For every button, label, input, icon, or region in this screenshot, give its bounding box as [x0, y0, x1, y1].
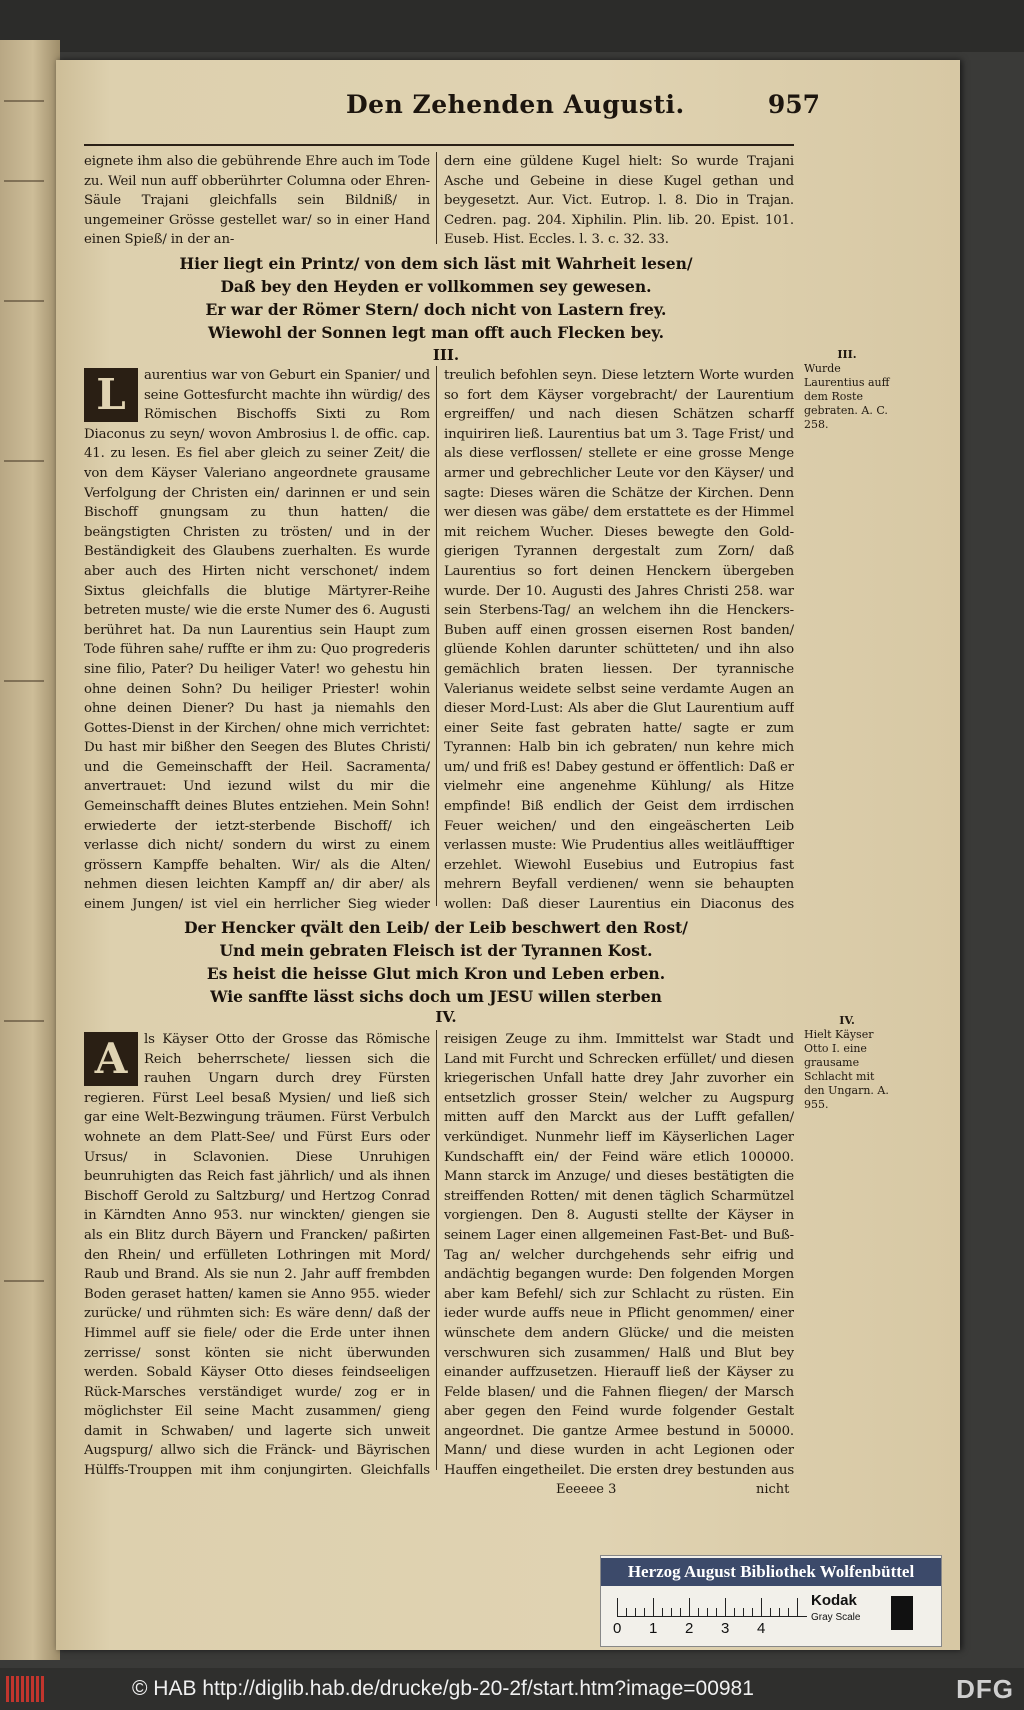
adjacent-page-edge	[0, 40, 60, 1660]
marginal-number: IV.	[839, 1014, 855, 1027]
gray-scale-label: Gray Scale	[811, 1612, 861, 1623]
verse-epitaph-trajan	[116, 252, 756, 344]
adjacent-text-fragment	[4, 1020, 44, 1022]
paragraph-text: treulich befohlen seyn. Diese letztern Worte wurden so fort dem Käyser vorgebracht/ der Laurentium ergreiffen/ und nach diesen Schätzen scharff inquiriren ließ. Laurentius bat um 3. Tage Frist/ und als diese verflossen/ stellete er eine grosse Menge armer und gebrechlicher Leute vor den Käyser/ und sagte: Dieses wären die Schätze der Kirchen. Denn wer diesen was gäbe/ dem erstattete es der Himmel mit reichem Wucher. Dieses bewegte den Gold-gierigen Tyrannen dergestalt zum Zorn/ daß Laurentius so fort deinen Henckern übergeben wurde. Der 10. Augusti des Jahres Christi 258. war sein Sterbens-Tag/ an welchem ihn die Henckers-Buben auff einen grossen eisernen Rost banden/ glüende Kohlen darunter schütteten/ und ihn also gemächlich braten liessen. Der tyrannische Valerianus weidete selbst seine verdamte Augen an dieser Mord-Lust: Als aber die Glut Laurentium auff einer Seite fast gebraten hatte/ sagte er zum Tyrannen: Halb bin ich gebraten/ nun kehre mich um/ und friß es! Dabey gestund er öffentlich: Daß er vielmehr eine angenehme Kühlung/ als Hitze empfinde! Biß endlich der Geist dem irrdischen Feuer weichen/ und den eingeäscherten Leib verlassen muste: Wie Prudentius alles weitläufftiger erzehlet. Wiewohl Eusebius und Eutropius fast mehrern Beyfall verdienen/ wenn sie behaupten wollen: Daß dieser Laurentius ein Diaconus des	[444, 368, 794, 912]
paragraph-text: ls Käyser Otto der Grosse das Römische Reich beherrschete/ liessen sich die rauhen Ungarn durch drey Fürsten regieren. Fürst Leel besaß Mysien/ und ließ sich gar eine Welt-Bezwingung träumen. Fürst Verbulch wohnete an dem Platt-See/ und Fürst Eurs oder Ursus/ in Sclavonien. Diese Unruhigen beunruhigten das Reich fast jährlich/ und als ihnen Bischoff Gerold zu Saltzburg/ und Hertzog Conrad in Kärndten Anno 953. nur winckten/ giengen sie als ein Blitz durch Bäyern und Francken/ paßirten den Rhein/ und erfülleten Lothringen mit Mord/ Raub und Brand. Als sie nun 2. Jahr auff frembden Boden geraset hatten/ kamen sie Anno 955. wieder zurücke/ und rühmten sich: Es wäre denn/ daß der Himmel auff sie fiele/ oder die Erde unter ihnen zerrisse/ sonst könten sie nicht überwunden werden. Sobald Käyser Otto dieses feindseeligen Rück-Marsches verständiget wurde/ zog er in möglichster Eil seine Macht zusammen/ gieng damit in Schwaben/ und lagerte sich unweit Augspurg/ allwo sich die Fränck- und Bäyrischen Hülffs-Trouppen mit ihm conjungirten. Gleichfalls	[84, 1032, 430, 1479]
verse-line: Wie sanffte lässt sichs doch um JESU willen sterben	[210, 987, 662, 1006]
verse-laurentius	[116, 916, 756, 1008]
viewer-bottom-bar	[0, 1668, 1024, 1710]
marginal-text: Wurde Laurentius auff dem Roste gebraten. A. C. 258.	[804, 362, 890, 431]
dropcap-initial: L	[84, 368, 138, 422]
section3-left-column	[84, 366, 430, 912]
ruler-tick	[617, 1598, 618, 1616]
verse-line: Der Hencker qvält den Leib/ der Leib beschwert den Rost/	[184, 918, 688, 937]
section4-right-column	[444, 1030, 794, 1482]
ruler-tick	[725, 1598, 726, 1616]
verse-line: Er war der Römer Stern/ doch nicht von Lastern frey.	[205, 300, 667, 319]
marginal-text: Hielt Käyser Otto I. eine grausame Schlacht mit den Ungarn. A. 955.	[804, 1028, 889, 1111]
page-header	[56, 90, 960, 130]
ruler-label: 4	[757, 1620, 766, 1637]
verse-line: Es heist die heisse Glut mich Kron und Leben erben.	[206, 964, 666, 983]
column-divider	[436, 1030, 437, 1470]
adjacent-text-fragment	[4, 180, 44, 182]
ruler-tick	[770, 1608, 771, 1616]
header-rule	[84, 144, 794, 146]
ruler-tick	[779, 1608, 780, 1616]
section3-right-column	[444, 366, 794, 912]
viewer-top-bar	[0, 0, 1024, 52]
ruler-label: 1	[649, 1620, 658, 1637]
column-divider	[436, 366, 437, 906]
verse-line: Und mein gebraten Fleisch ist der Tyrannen Kost.	[219, 941, 653, 960]
ruler-tick	[743, 1608, 744, 1616]
dfg-logo: DFG	[956, 1674, 1014, 1704]
ruler-tick	[653, 1598, 654, 1616]
column-divider	[436, 152, 437, 244]
dropcap-initial: A	[84, 1032, 138, 1086]
ruler-tick	[761, 1598, 762, 1616]
signature-mark: Eeeeee 3	[556, 1482, 617, 1497]
ruler-tick	[707, 1608, 708, 1616]
adjacent-text-fragment	[4, 300, 44, 302]
source-url-link[interactable]: © HAB http://diglib.hab.de/drucke/gb-20-2f/start.htm?image=00981	[132, 1677, 754, 1700]
section4-left-column	[84, 1030, 430, 1482]
gray-patch	[891, 1596, 913, 1630]
document-page	[56, 60, 960, 1650]
ruler-scale	[617, 1594, 807, 1617]
top-left-paragraph	[84, 152, 430, 248]
library-name: Herzog August Bibliothek Wolfenbüttel	[601, 1558, 941, 1586]
marginal-note-4	[804, 1014, 890, 1112]
running-title: Den Zehenden Augusti.	[346, 90, 685, 119]
catchword: nicht	[756, 1482, 790, 1497]
ruler-tick	[734, 1608, 735, 1616]
verse-line: Hier liegt ein Printz/ von dem sich läst mit Wahrheit lesen/	[179, 254, 693, 273]
section-number-3: III.	[432, 346, 460, 364]
adjacent-text-fragment	[4, 680, 44, 682]
library-color-scale-stamp	[600, 1555, 942, 1647]
ruler-labels	[613, 1620, 817, 1640]
ruler-tick	[752, 1608, 753, 1616]
ruler-tick	[698, 1608, 699, 1616]
paragraph-text: eignete ihm also die gebührende Ehre auch im Tode zu. Weil nun auff obberührter Columna oder Ehren-Säule Trajani gleichfalls sein Bildniß/ in ungemeiner Grösse gestellet war/ so in einer Hand einen Spieß/ in der an-	[84, 154, 430, 248]
ruler-tick	[788, 1608, 789, 1616]
marginal-note-3	[804, 348, 890, 432]
kodak-label: Kodak	[811, 1592, 857, 1609]
adjacent-text-fragment	[4, 1280, 44, 1282]
verse-line: Wiewohl der Sonnen legt man offt auch Flecken bey.	[207, 323, 665, 342]
top-right-paragraph	[444, 152, 794, 248]
section-number-4: IV.	[435, 1008, 457, 1026]
ruler-tick	[662, 1608, 663, 1616]
ruler-label: 0	[613, 1620, 622, 1637]
ruler-label: 3	[721, 1620, 730, 1637]
ruler-tick	[797, 1598, 798, 1616]
paragraph-text: aurentius war von Geburt ein Spanier/ und seine Gottesfurcht machte ihn würdig/ des Römischen Bischoffs Sixti zu Rom Diaconus zu seyn/ wovon Ambrosius l. de offic. cap. 41. zu lesen. Es fiel aber gleich zu seiner Zeit/ die von dem Käyser Valeriano angeordnete grausame Verfolgung der Christen ein/ darinnen er und sein Bischoff gnungsam zu thun hatten/ die beängstigten Christen zu trösten/ und in der Beständigkeit des Glaubens zuerhalten. Es wurde aber auch des Hirten nicht verschonet/ indem Sixtus gleichfalls die blutige Märtyrer-Reihe betreten muste/ wie die erste Numer des 6. Augusti berühret hat. Da nun Laurentius sein Haupt zum Tode führen sahe/ ruffte er ihm zu: Quo progrederis sine filio, Pater? Du heiliger Vater! wo gehestu hin ohne deinen Sohn? Du heiliger Priester! wohin ohne deinen Diener? Du hast ja niemahls den Gottes-Dienst in der Kirchen/ ohne mich verrichtet: Du hast mir bißher den Seegen des Blutes Christi/ und die Gemeinschafft der Heil. Sacramenta/ anvertrauet: Und iezund wilst du mir die Gemeinschafft deines Blutes entziehen. Mein Sohn! erwiederte der ietzt-sterbende Bischoff/ ich verlasse dich nicht/ sondern du wirst zu einem grössern Kampffe behalten. Wir/ als die Alten/ nehmen diesen leichten Kampff an/ dir aber/ als einem Jungen/ ist viel ein herrlicher Sieg wieder	[84, 368, 430, 912]
ruler-tick	[626, 1608, 627, 1616]
paragraph-text: reisigen Zeuge zu ihm. Immittelst war Stadt und Land mit Furcht und Schrecken erfüllet/ und diesen kriegerischen Unfall hatte drey Jahr zuvorher ein entsetzlich grosser Stein/ welcher zu Augspurg mitten auff den Marckt aus der Lufft gefallen/ verkündiget. Nunmehr lieff im Käyserlichen Lager Kundschafft ein/ der Feind wäre etlich 100000. Mann starck im Anzuge/ und dieses bestätigten die streiffenden Rotten/ mit denen täglich Scharmützel vorgiengen. Den 8. Augusti stellte der Käyser in seinem Lager einen allgemeinen Fast-Bet- und Buß-Tag an/ welcher durchgehends sehr eifrig und andächtig begangen wurde: Den folgenden Morgen aber kam Befehl/ sich zur Schlacht zu rüsten. Ein ieder wurde auffs neue in Pflicht genommen/ einer wünschete dem andern Glücke/ und die meisten verschwuren sich zusammen/ Halß und Blut bey einander auffzusetzen. Hierauff ließ der Käyser zu Felde blasen/ und die Fahnen fliegen/ der Marsch aber gegen den Feind wurde folgender Gestalt angeordnet. Die gantze Armee bestund in 50000. Mann/ und diese wurden in acht Legionen oder Hauffen eingetheilet. Die ersten drey bestunden aus	[444, 1032, 794, 1479]
ruler-tick	[716, 1608, 717, 1616]
ruler-label: 2	[685, 1620, 694, 1637]
hab-logo-icon	[6, 1676, 46, 1702]
ruler-tick	[644, 1608, 645, 1616]
verse-line: Daß bey den Heyden er vollkommen sey gewesen.	[220, 277, 652, 296]
paragraph-text: dern eine güldene Kugel hielt: So wurde Trajani Asche und Gebeine in diese Kugel gethan und beygesetzt. Aur. Vict. Eutrop. l. 8. Dio in Trajan. Cedren. pag. 204. Xiphilin. Plin. lib. 20. Epist. 101. Euseb. Hist. Eccles. l. 3. c. 32. 33.	[444, 154, 794, 248]
ruler-tick	[635, 1608, 636, 1616]
ruler-tick	[680, 1608, 681, 1616]
ruler-tick	[671, 1608, 672, 1616]
ruler-tick	[689, 1598, 690, 1616]
marginal-number: III.	[837, 348, 857, 361]
adjacent-text-fragment	[4, 460, 44, 462]
adjacent-text-fragment	[4, 100, 44, 102]
page-number: 957	[767, 90, 820, 119]
